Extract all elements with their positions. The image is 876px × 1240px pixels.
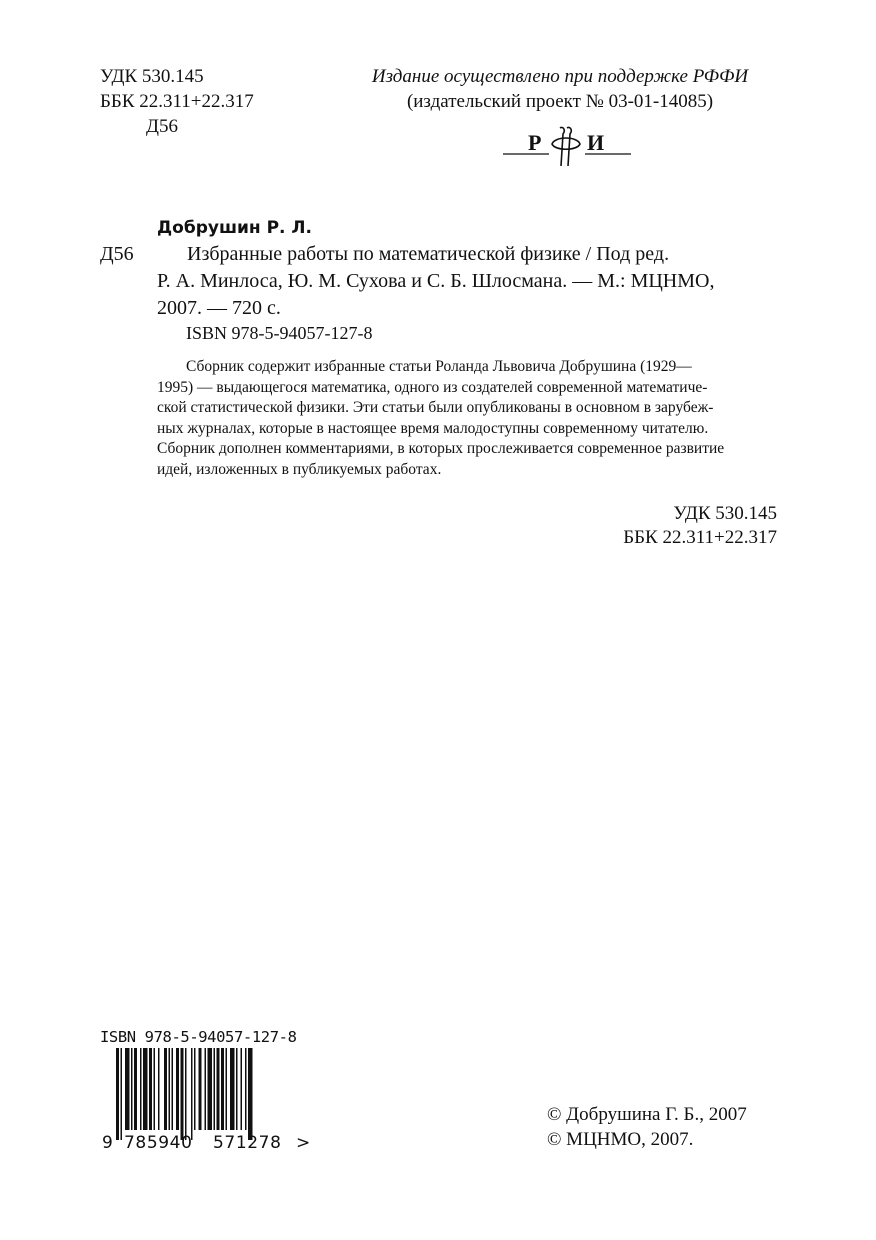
bibliographic-description — [157, 241, 776, 322]
barcode-right-digits: 571278 — [213, 1133, 282, 1152]
funding-note — [340, 64, 780, 114]
barcode-bar — [125, 1048, 130, 1130]
barcode-bar — [241, 1048, 243, 1130]
barcode-bar — [154, 1048, 156, 1130]
copyright-block — [547, 1102, 747, 1152]
barcode-bar — [169, 1048, 171, 1130]
annotation-line: Сборник содержит избранные статьи Роланда Львовича Добрушина (1929— — [186, 358, 692, 375]
project-number: (издательский проект № 03-01-14085) — [406, 91, 714, 112]
barcode-bar — [134, 1048, 137, 1130]
barcode-left-digits: 785940 — [124, 1133, 193, 1152]
barcode-bar — [116, 1048, 119, 1140]
barcode-bar — [131, 1048, 133, 1130]
barcode-bar — [248, 1048, 253, 1140]
catalog-code: Д56 — [100, 243, 134, 265]
barcode-bar — [143, 1048, 148, 1130]
annotation-line: идей, изложенных в публикуемых работах. — [157, 460, 442, 478]
logo-letter-i: И — [587, 130, 605, 155]
rffi-logo — [503, 124, 631, 170]
annotation-line: Сборник дополнен комментариями, в которых прослеживается современное развитие — [157, 440, 725, 457]
barcode-bar — [205, 1048, 207, 1130]
barcode-bars — [116, 1048, 253, 1140]
barcode-bar — [121, 1048, 123, 1140]
author-name: Добрушин Р. Л. — [157, 218, 312, 238]
barcode-bar — [172, 1048, 174, 1130]
double-f-icon — [552, 127, 580, 166]
barcode-bar — [194, 1048, 196, 1130]
barcode-bar — [208, 1048, 213, 1130]
barcode-bar — [149, 1048, 152, 1130]
barcode-end-mark: > — [296, 1133, 311, 1152]
barcode-isbn-label: ISBN 978-5-94057-127-8 — [100, 1028, 297, 1046]
barcode-bar — [236, 1048, 238, 1130]
copyright-author: © Добрушина Г. Б., 2007 — [547, 1104, 747, 1125]
bbk-code: ББК 22.311+22.317 — [623, 527, 777, 548]
barcode-bar — [191, 1048, 193, 1140]
imprint-line: 2007. — 720 с. — [157, 297, 281, 319]
barcode-bar — [185, 1048, 187, 1140]
barcode-bar — [199, 1048, 202, 1130]
barcode-bar — [226, 1048, 228, 1130]
ean-barcode — [100, 1046, 312, 1152]
barcode-bar — [230, 1048, 235, 1130]
barcode-bar — [164, 1048, 167, 1130]
barcode-bar — [140, 1048, 142, 1130]
editors-line: Р. А. Минлоса, Ю. М. Сухова и С. Б. Шлосмана. — М.: МЦНМО, — [157, 270, 715, 292]
udc-code: УДК 530.145 — [673, 503, 777, 524]
barcode-first-digit: 9 — [102, 1133, 113, 1152]
annotation — [157, 357, 776, 480]
barcode-bar — [245, 1048, 247, 1130]
annotation-line: ных журналах, которые в настоящее время малодоступны современному читателю. — [157, 419, 709, 437]
footer-codes — [500, 502, 777, 550]
annotation-line: ской статистической физики. Эти статьи были опубликованы в основном в зарубеж- — [157, 399, 714, 416]
copyright-publisher: © МЦНМО, 2007. — [547, 1129, 694, 1150]
barcode-bar — [158, 1048, 160, 1130]
logo-letter-r: Р — [528, 130, 542, 155]
barcode-bar — [181, 1048, 184, 1140]
bbk-code: ББК 22.311+22.317 — [100, 91, 254, 112]
isbn: ISBN 978-5-94057-127-8 — [186, 323, 373, 343]
barcode-bar — [214, 1048, 216, 1130]
annotation-line: 1995) — выдающегося математика, одного из создателей современной математиче- — [157, 378, 708, 396]
author-mark: Д56 — [146, 116, 178, 137]
barcode-bar — [217, 1048, 220, 1130]
barcode-bar — [221, 1048, 224, 1130]
barcode-bar — [176, 1048, 179, 1130]
funding-line: Издание осуществлено при поддержке РФФИ — [371, 66, 749, 87]
udc-code: УДК 530.145 — [100, 66, 204, 87]
title-line: Избранные работы по математической физике / Под ред. — [187, 243, 670, 265]
header-codes — [100, 64, 254, 139]
